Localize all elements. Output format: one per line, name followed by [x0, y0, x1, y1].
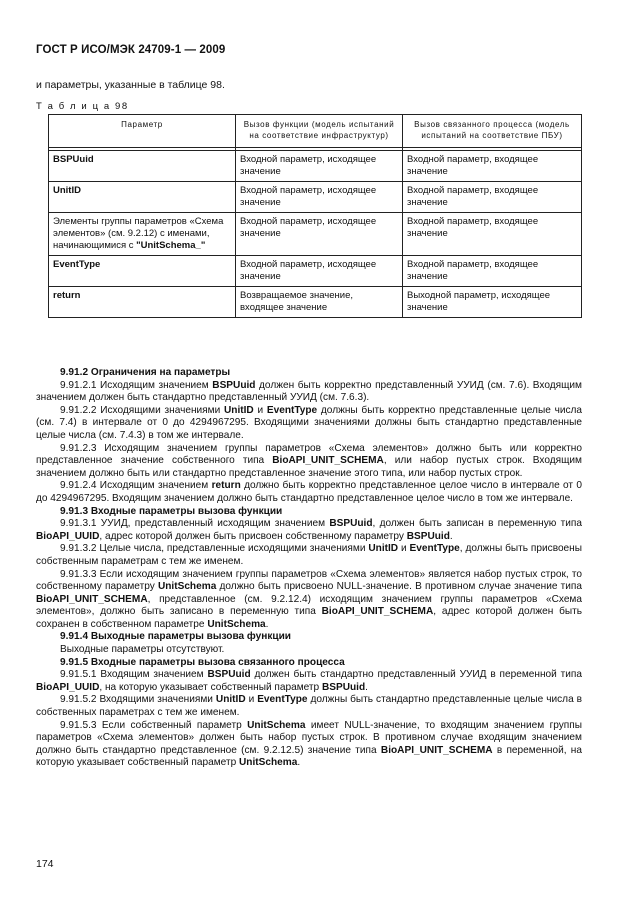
header-linked: Вызов связанного процесса (модель испытаний на соответствие ПБУ) — [403, 115, 582, 148]
paragraph: Выходные параметры отсутствуют. — [60, 644, 225, 656]
call-cell: Входной параметр, исходящее значение — [236, 151, 403, 182]
linked-cell: Входной параметр, входящее значение — [403, 182, 582, 213]
call-cell: Входной параметр, исходящее значение — [236, 256, 403, 287]
param-cell: UnitID — [49, 182, 236, 213]
paragraph: 9.91.5.3 Если собственный параметр UnitSchema имеет NULL-значение, то входящим значением группы параметров «Схема элементов» должен быть набор пустых строк. В противном случае входящим значением должно быть стандартно представленное (см. 9.2.12.5) значение типа BioAPI_UNIT_SCHEMA в переменной, на которую указывает собственный параметр UnitSchema. — [36, 719, 582, 769]
intro-text: и параметры, указанные в таблице 98. — [36, 79, 225, 91]
paragraph: 9.91.3.2 Целые числа, представленные исходящими значениями UnitID и EventType, должны быть присвоены собственным параметрам с тем же именем. — [36, 543, 583, 567]
paragraph: 9.91.5.2 Входящими значениями UnitID и EventType должны быть стандартно представленные целые числа в собственных параметрах с тем же именем. — [36, 694, 583, 719]
paragraph: 9.91.2.1 Исходящим значением BSPUuid должен быть корректно представленный УУИД (см. 7.6). Входящим значением должен быть стандартно представленный УУИД (см. 7.6.3). — [36, 379, 582, 404]
linked-cell: Входной параметр, входящее значение — [403, 151, 582, 182]
param-name-bold: "UnitSchema_" — [136, 240, 206, 251]
section-heading: 9.91.4 Выходные параметры вызова функции — [60, 631, 292, 643]
page-number: 174 — [36, 858, 54, 870]
linked-cell: Входной параметр, входящее значение — [403, 256, 582, 287]
section-heading: 9.91.3 Входные параметры вызова функции — [60, 505, 283, 517]
param-text: Элементы группы параметров «Схема элементов» (см. 9.2.12) с именами, начинающимися с — [53, 216, 224, 251]
paragraph: 9.91.2.3 Исходящим значением группы параметров «Схема элементов» должно быть или корректно представленное значение собственного типа BioAPI_UNIT_SCHEMA, или набор пустых строк. Входящим значением должно быть или стандартно представленное значение этого типа, или набор пустых строк. — [36, 442, 582, 479]
paragraph: 9.91.2.2 Исходящими значениями UnitID и EventType должны быть корректно представленные целые числа (см. 7.4) в интервале от 0 до 4294967295. Входящими значениями должны быть стандартно представленные целые числа (см. 7.4.3) в том же интервале. — [36, 404, 583, 441]
call-cell: Входной параметр, исходящее значение — [236, 182, 403, 213]
param-cell: BSPUuid — [49, 151, 236, 182]
parameters-table — [48, 114, 582, 318]
table-row — [49, 151, 582, 182]
table-header-row — [49, 115, 582, 148]
table-row — [49, 256, 582, 287]
section-heading: 9.91.5 Входные параметры вызова связанного процесса — [60, 656, 345, 668]
table-caption: Т а б л и ц а 98 — [36, 101, 129, 112]
call-cell: Входной параметр, исходящее значение — [236, 213, 403, 256]
linked-cell: Входной параметр, входящее значение — [403, 213, 582, 256]
body-text — [36, 367, 582, 770]
paragraph: 9.91.2.4 Исходящим значением return должно быть корректно представленное целое число в интервале от 0 до 4294967295. Входящим значением должно быть стандартно представленное целое число в том же интервале. — [36, 480, 582, 504]
table-row — [49, 182, 582, 213]
section-heading: 9.91.2 Ограничения на параметры — [60, 367, 231, 378]
document-header: ГОСТ Р ИСО/МЭК 24709-1 — 2009 — [36, 44, 226, 56]
linked-cell: Выходной параметр, исходящее значение — [403, 287, 582, 318]
param-cell: EventType — [49, 256, 236, 287]
paragraph: 9.91.3.3 Если исходящим значением группы параметров «Схема элементов» является набор пустых строк, то собственному параметру UnitSchema должно быть присвоено NULL-значение. В противном случае значение типа BioAPI_UNIT_SCHEMA, представленное (см. 9.2.12.4) исходящим значением группы параметров «Схема элементов», должно быть записано в переменную типа BioAPI_UNIT_SCHEMA, адрес которой должен быть сохранен в собственном параметре UnitSchema. — [36, 568, 583, 630]
param-cell — [49, 213, 236, 256]
paragraph: 9.91.5.1 Входящим значением BSPUuid должен быть стандартно представленный УУИД в переменной типа BioAPI_UUID, на которую указывает собственный параметр BSPUuid. — [36, 669, 583, 693]
header-call: Вызов функции (модель испытаний на соответствие инфраструктур) — [236, 115, 403, 148]
table-row — [49, 213, 582, 256]
call-cell: Возвращаемое значение, входящее значение — [236, 287, 403, 318]
header-param: Параметр — [49, 115, 236, 148]
param-cell: return — [49, 287, 236, 318]
table-row — [49, 287, 582, 318]
paragraph: 9.91.3.1 УУИД, представленный исходящим значением BSPUuid, должен быть записан в переменную типа BioAPI_UUID, адрес которой должен быть присвоен собственному параметру BSPUuid. — [36, 518, 582, 542]
